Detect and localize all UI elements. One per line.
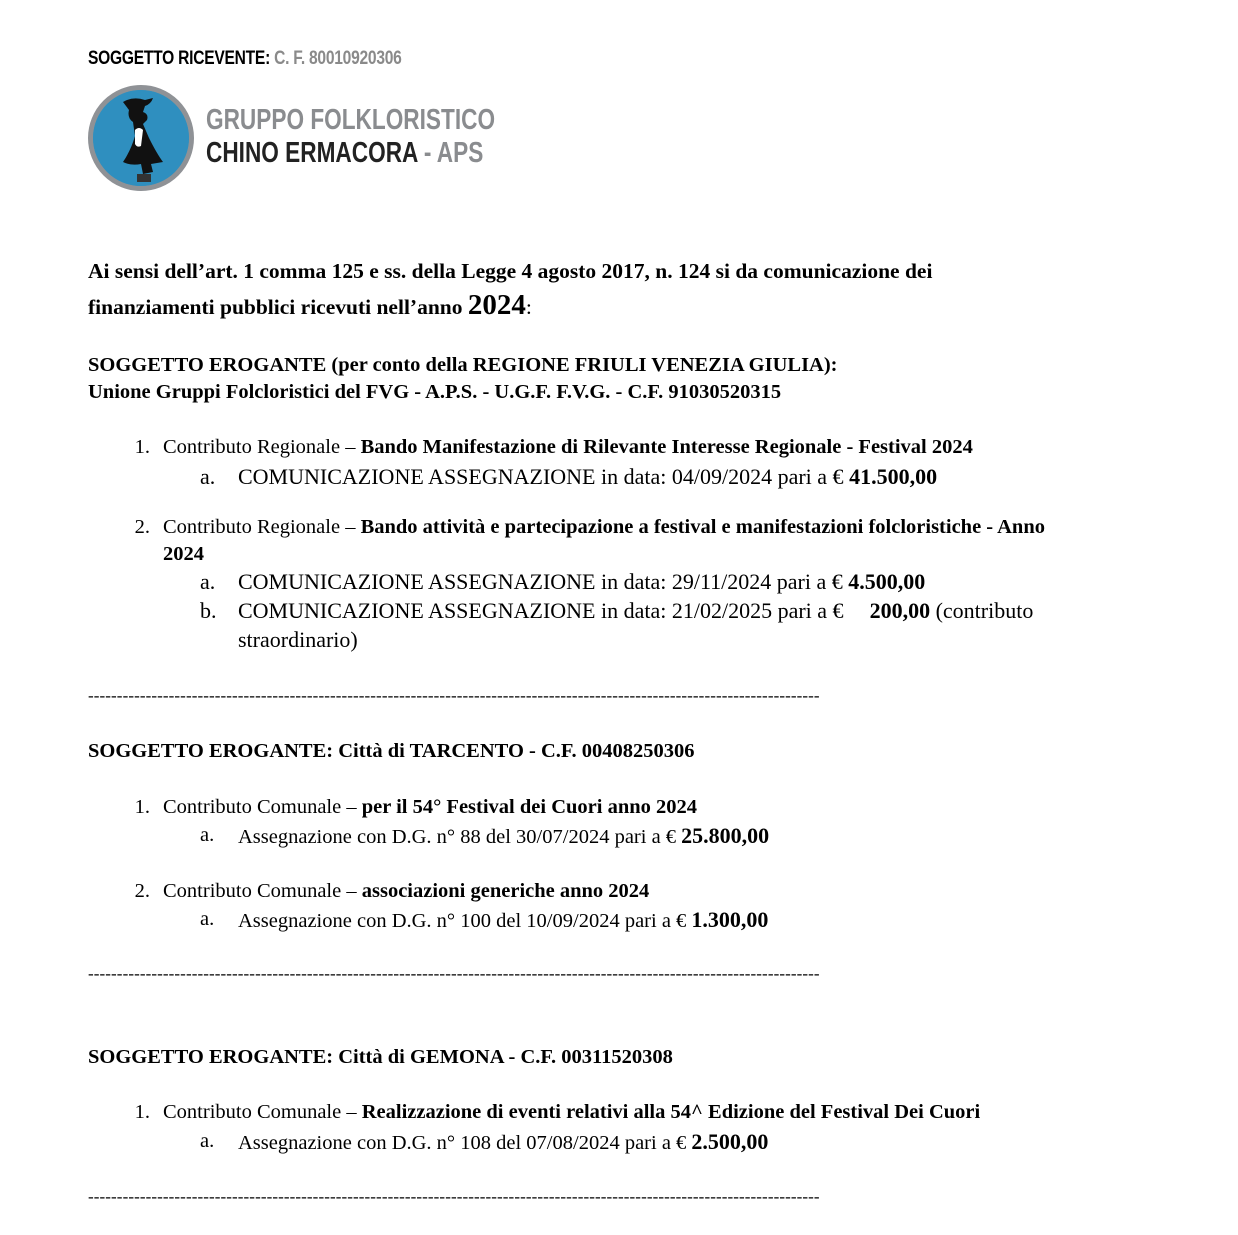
- sub-description: COMUNICAZIONE ASSEGNAZIONE in data: 04/09/2024 pari a €: [238, 464, 850, 489]
- section-title-line1: SOGGETTO EROGANTE: Città di GEMONA - C.F. 00311520308: [88, 1046, 673, 1068]
- receiver-header: [88, 48, 402, 70]
- sub-text: [238, 596, 1033, 625]
- section-title-line1: SOGGETTO EROGANTE (per conto della REGIONE FRIULI VENEZIA GIULIA):: [88, 354, 838, 376]
- intro-year: 2024: [467, 289, 526, 321]
- sub-text: [238, 462, 937, 491]
- item-prefix: Contributo Comunale –: [163, 796, 362, 818]
- item-prefix: Contributo Regionale –: [163, 516, 361, 538]
- receiver-cf: C. F. 80010920306: [274, 48, 402, 69]
- sub-amount: 2.500,00: [691, 1129, 769, 1154]
- logo-wordmark: [206, 104, 495, 170]
- sub-amount: 25.800,00: [681, 823, 770, 848]
- sub-note-cont: straordinario): [238, 627, 358, 652]
- sub-amount: 4.500,00: [848, 569, 926, 594]
- sub-letter: a.: [200, 464, 216, 489]
- logo-emblem: [88, 85, 194, 191]
- sub-letter: a.: [200, 824, 215, 846]
- item-title-continued: [163, 541, 204, 568]
- section-title-line2: Unione Gruppi Folcloristici del FVG - A.P.S. - U.G.F. F.V.G. - C.F. 91030520315: [88, 381, 782, 403]
- dancer-icon: [93, 90, 189, 186]
- item-title: associazioni generiche anno 2024: [361, 880, 650, 902]
- sub-description: Assegnazione con D.G. n° 88 del 30/07/2024 pari a €: [238, 826, 682, 848]
- sub-description: Assegnazione con D.G. n° 108 del 07/08/2024 pari a €: [238, 1132, 692, 1154]
- intro-line2-text: finanziamenti pubblici ricevuti nell’anno: [88, 295, 468, 319]
- section-title: [88, 1044, 673, 1071]
- sub-text: [238, 567, 925, 596]
- item-text: [163, 878, 649, 905]
- section-title-line1: SOGGETTO EROGANTE: Città di TARCENTO - C.F. 00408250306: [88, 740, 695, 762]
- item-prefix: Contributo Regionale –: [163, 436, 361, 458]
- item-title: Bando Manifestazione di Rilevante Interesse Regionale - Festival 2024: [360, 436, 973, 458]
- sub-text: [238, 821, 769, 852]
- item-title: per il 54° Festival dei Cuori anno 2024: [361, 796, 697, 818]
- sub-letter: a.: [200, 1130, 215, 1152]
- section-title: [88, 352, 838, 406]
- sub-letter: a.: [200, 569, 216, 594]
- sub-description: COMUNICAZIONE ASSEGNAZIONE in data: 29/11/2024 pari a €: [238, 569, 849, 594]
- item-text: [163, 514, 1045, 541]
- sub-letter: b.: [200, 598, 217, 623]
- sub-text: [238, 905, 768, 936]
- sub-amount: 41.500,00: [849, 464, 938, 489]
- logo-line2-suffix: - APS: [417, 137, 484, 169]
- item-number: 2.: [134, 516, 150, 538]
- receiver-label: SOGGETTO RICEVENTE:: [88, 48, 271, 69]
- intro-line1: Ai sensi dell’art. 1 comma 125 e ss. della Legge 4 agosto 2017, n. 124 si da comunicazione dei: [88, 259, 933, 283]
- separator: -------------------------------------------------------------------------------------------------------------------------------: [88, 686, 820, 705]
- logo-line1: GRUPPO FOLKLORISTICO: [206, 104, 496, 136]
- item-number: 1.: [134, 436, 150, 458]
- intro-line2: [88, 288, 1148, 324]
- intro-paragraph: [88, 254, 1148, 324]
- item-number: 1.: [134, 796, 150, 818]
- logo-line2: [206, 137, 495, 170]
- separator: -------------------------------------------------------------------------------------------------------------------------------: [88, 964, 820, 983]
- item-text: [163, 1099, 980, 1126]
- sub-description: Assegnazione con D.G. n° 100 del 10/09/2024 pari a €: [238, 910, 692, 932]
- item-number: 2.: [134, 880, 150, 902]
- intro-colon: :: [525, 295, 532, 319]
- item-title: Realizzazione di eventi relativi alla 54^ Edizione del Festival Dei Cuori: [361, 1101, 981, 1123]
- sub-amount: 200,00: [869, 598, 931, 623]
- section-title: [88, 738, 695, 765]
- item-title: Bando attività e partecipazione a festival e manifestazioni folcloristiche - Anno: [360, 516, 1045, 538]
- sub-text: [238, 1127, 768, 1158]
- item-text: [163, 434, 973, 461]
- logo-line2-main: CHINO ERMACORA: [206, 137, 418, 169]
- sub-note: (contributo: [935, 598, 1034, 623]
- item-title-cont: 2024: [163, 543, 204, 565]
- item-text: [163, 794, 697, 821]
- separator: -------------------------------------------------------------------------------------------------------------------------------: [88, 1187, 820, 1206]
- sub-description: COMUNICAZIONE ASSEGNAZIONE in data: 21/02/2025 pari a €: [238, 598, 844, 623]
- sub-letter: a.: [200, 908, 215, 930]
- sub-amount: 1.300,00: [691, 907, 769, 932]
- sub-note-continued: [238, 625, 358, 654]
- item-prefix: Contributo Comunale –: [163, 1101, 362, 1123]
- item-prefix: Contributo Comunale –: [163, 880, 362, 902]
- item-number: 1.: [134, 1101, 150, 1123]
